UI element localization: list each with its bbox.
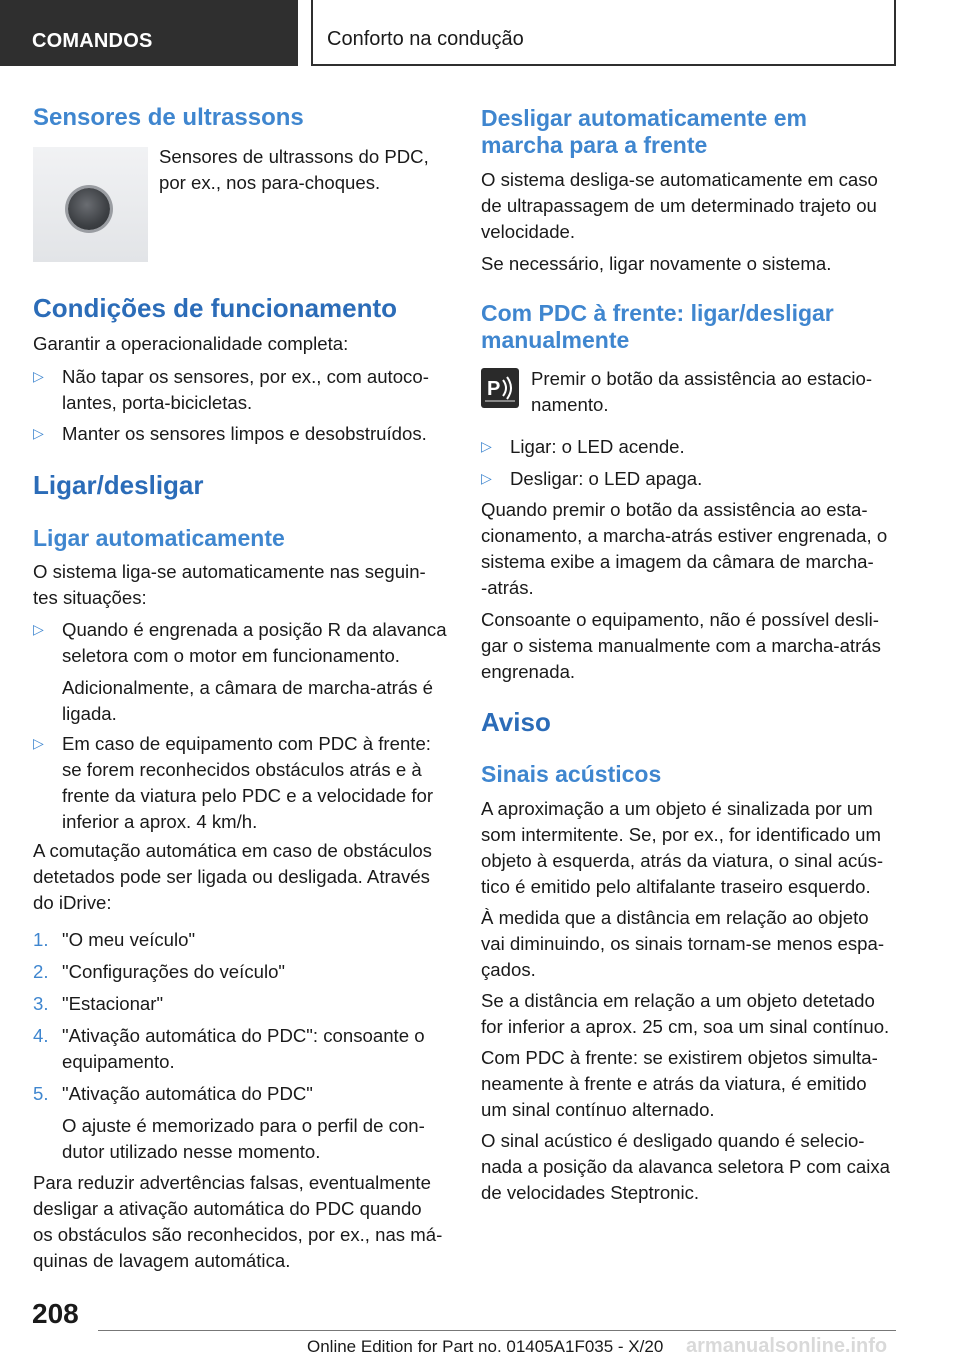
bullet-text: Adicionalmente, a câmara de marcha-atrás é — [62, 677, 434, 698]
heading-ultrasonic-sensors: Sensores de ultrassons — [33, 104, 304, 131]
heading-auto-off: marcha para a frente — [481, 132, 708, 158]
paragraph-line: A aproximação a um objeto é sinalizada por um — [481, 798, 873, 819]
paragraph-line: Quando premir o botão da assistência ao esta‐ — [481, 499, 868, 520]
step-text: "Configurações do veículo" — [62, 961, 286, 982]
subheading-acoustic-signals: Sinais acústicos — [481, 761, 662, 787]
watermark: armanualsonline.info — [686, 1335, 888, 1357]
paragraph-line: Garantir a operacionalidade completa: — [33, 333, 349, 354]
bullet-item — [33, 617, 453, 724]
paragraph-line: detetados pode ser ligada ou desligada. Através — [33, 866, 430, 887]
paragraph-line: Para reduzir advertências falsas, eventualmente — [33, 1172, 431, 1193]
paragraph-line: quinas de lavagem automática. — [33, 1250, 291, 1271]
bullet-item — [481, 434, 901, 460]
subheading-auto-on: Ligar automaticamente — [33, 525, 285, 551]
bullet-text: Ligar: o LED acende. — [510, 436, 685, 457]
parking-assist-button-icon — [481, 368, 519, 408]
paragraph-line: cionamento, a marcha-atrás estiver engrenada, o — [481, 525, 888, 546]
paragraph-line: Se necessário, ligar novamente o sistema. — [481, 253, 832, 274]
edition-text: Online Edition for Part no. 01405A1F035 - X/20 — [307, 1337, 664, 1356]
bullet-text: Quando é engrenada a posição R da alavanca — [62, 619, 447, 640]
bullet-text: Em caso de equipamento com PDC à frente: — [62, 733, 431, 754]
step-number: 3. — [33, 993, 49, 1014]
footer-divider — [98, 1330, 896, 1331]
paragraph-line: A comutação automática em caso de obstáculos — [33, 840, 432, 861]
bullet-text: frente da viatura pelo PDC e a velocidade for — [62, 785, 434, 806]
paragraph-line: de velocidades Steptronic. — [481, 1182, 700, 1203]
paragraph-line: velocidade. — [481, 221, 576, 242]
step-text: "Ativação automática do PDC" — [62, 1083, 313, 1104]
paragraph-line: O sinal acústico é desligado quando é selecio‐ — [481, 1130, 865, 1151]
paragraph-line: namento. — [531, 394, 609, 415]
bullet-text: se forem reconhecidos obstáculos atrás e à — [62, 759, 422, 780]
step-item — [33, 1081, 453, 1165]
paragraph-line: Premir o botão da assistência ao estacio‐ — [531, 368, 873, 389]
step-text: "Ativação automática do PDC": consoante o — [62, 1025, 425, 1046]
paragraph-line: for inferior a aprox. 25 cm, soa um sinal contínuo. — [481, 1016, 890, 1037]
paragraph-line: Com PDC à frente: se existirem objetos simulta‐ — [481, 1047, 878, 1068]
paragraph-line: çados. — [481, 959, 536, 980]
step-note: dutor utilizado nesse momento. — [62, 1141, 321, 1162]
step-note: O ajuste é memorizado para o perfil de con‐ — [62, 1115, 425, 1136]
step-text: equipamento. — [62, 1051, 175, 1072]
bullet-marker: ▷ — [33, 425, 44, 441]
step-text: "Estacionar" — [62, 993, 164, 1014]
paragraph-line: sistema exibe a imagem da câmara de marcha‐ — [481, 551, 874, 572]
paragraph-line: gar o sistema manualmente com a marcha-atrás — [481, 635, 881, 656]
bullet-text: ligada. — [62, 703, 117, 724]
step-number: 4. — [33, 1025, 49, 1046]
paragraph-line: os obstáculos são reconhecidos, por ex., nas má‐ — [33, 1224, 443, 1245]
bullet-text: lantes, porta-bicicletas. — [62, 392, 253, 413]
bullet-marker: ▷ — [33, 621, 44, 637]
chapter-title: Conforto na condução — [311, 0, 896, 66]
bullet-marker: ▷ — [481, 438, 492, 454]
step-item — [33, 1023, 453, 1075]
sensor-caption-line: por ex., nos para-choques. — [159, 172, 381, 193]
heading-manual-pdc: manualmente — [481, 327, 630, 353]
ultrasonic-sensor-image — [33, 147, 148, 262]
bullet-marker: ▷ — [33, 735, 44, 751]
paragraph-line: neamente à frente e atrás da viatura, é emitido — [481, 1073, 867, 1094]
paragraph-line: som intermitente. Se, por ex., for identificado um — [481, 824, 881, 845]
step-number: 2. — [33, 961, 49, 982]
step-item — [33, 991, 453, 1017]
bullet-text: Não tapar os sensores, por ex., com autoco‐ — [62, 366, 429, 387]
heading-on-off: Ligar/desligar — [33, 470, 204, 500]
page-header — [0, 0, 960, 66]
bullet-text: seletora com o motor em funcionamento. — [62, 645, 400, 666]
bullet-item — [33, 731, 453, 835]
bullet-item — [33, 364, 453, 416]
paragraph-line: de ultrapassagem de um determinado trajeto ou — [481, 195, 877, 216]
paragraph-line: um sinal contínuo alternado. — [481, 1099, 715, 1120]
page-number: 208 — [32, 1298, 79, 1329]
paragraph-line: desligar a ativação automática do PDC quando — [33, 1198, 422, 1219]
heading-operating-conditions: Condições de funcionamento — [33, 293, 398, 323]
bullet-text: inferior a aprox. 4 km/h. — [62, 811, 258, 832]
paragraph-line: Se a distância em relação a um objeto detetado — [481, 990, 875, 1011]
heading-warning: Aviso — [481, 707, 551, 737]
paragraph-line: O sistema liga-se automaticamente nas seguin‐ — [33, 561, 426, 582]
paragraph-line: tico é emitido pelo altifalante traseiro esquerdo. — [481, 876, 871, 897]
sensor-caption-line: Sensores de ultrassons do PDC, — [159, 146, 429, 167]
bullet-item — [481, 466, 901, 492]
step-number: 5. — [33, 1083, 49, 1104]
section-tab: COMANDOS — [0, 0, 298, 66]
sensor-icon — [68, 188, 110, 230]
heading-manual-pdc: Com PDC à frente: ligar/desligar — [481, 300, 834, 326]
step-number: 1. — [33, 929, 49, 950]
paragraph-line: -atrás. — [481, 577, 534, 598]
bullet-marker: ▷ — [481, 470, 492, 486]
heading-auto-off: Desligar automaticamente em — [481, 105, 807, 131]
paragraph-line: objeto à esquerda, atrás da viatura, o sinal acús‐ — [481, 850, 884, 871]
paragraph-line: O sistema desliga-se automaticamente em caso — [481, 169, 878, 190]
paragraph-line: Consoante o equipamento, não é possível desli‐ — [481, 609, 879, 630]
paragraph-line: vai diminuindo, os sinais tornam-se menos espa‐ — [481, 933, 885, 954]
step-item — [33, 959, 453, 985]
bullet-marker: ▷ — [33, 368, 44, 384]
step-item — [33, 927, 453, 953]
paragraph-line: tes situações: — [33, 587, 147, 608]
bullet-item — [33, 421, 453, 447]
bullet-text: Desligar: o LED apaga. — [510, 468, 703, 489]
bullet-text: Manter os sensores limpos e desobstruídos. — [62, 423, 427, 444]
paragraph-line: nada a posição da alavanca seletora P com caixa — [481, 1156, 890, 1177]
svg-text:P: P — [487, 378, 501, 400]
paragraph-line: À medida que a distância em relação ao objeto — [481, 907, 869, 928]
step-text: "O meu veículo" — [62, 929, 196, 950]
paragraph-line: engrenada. — [481, 661, 576, 682]
paragraph-line: do iDrive: — [33, 892, 112, 913]
